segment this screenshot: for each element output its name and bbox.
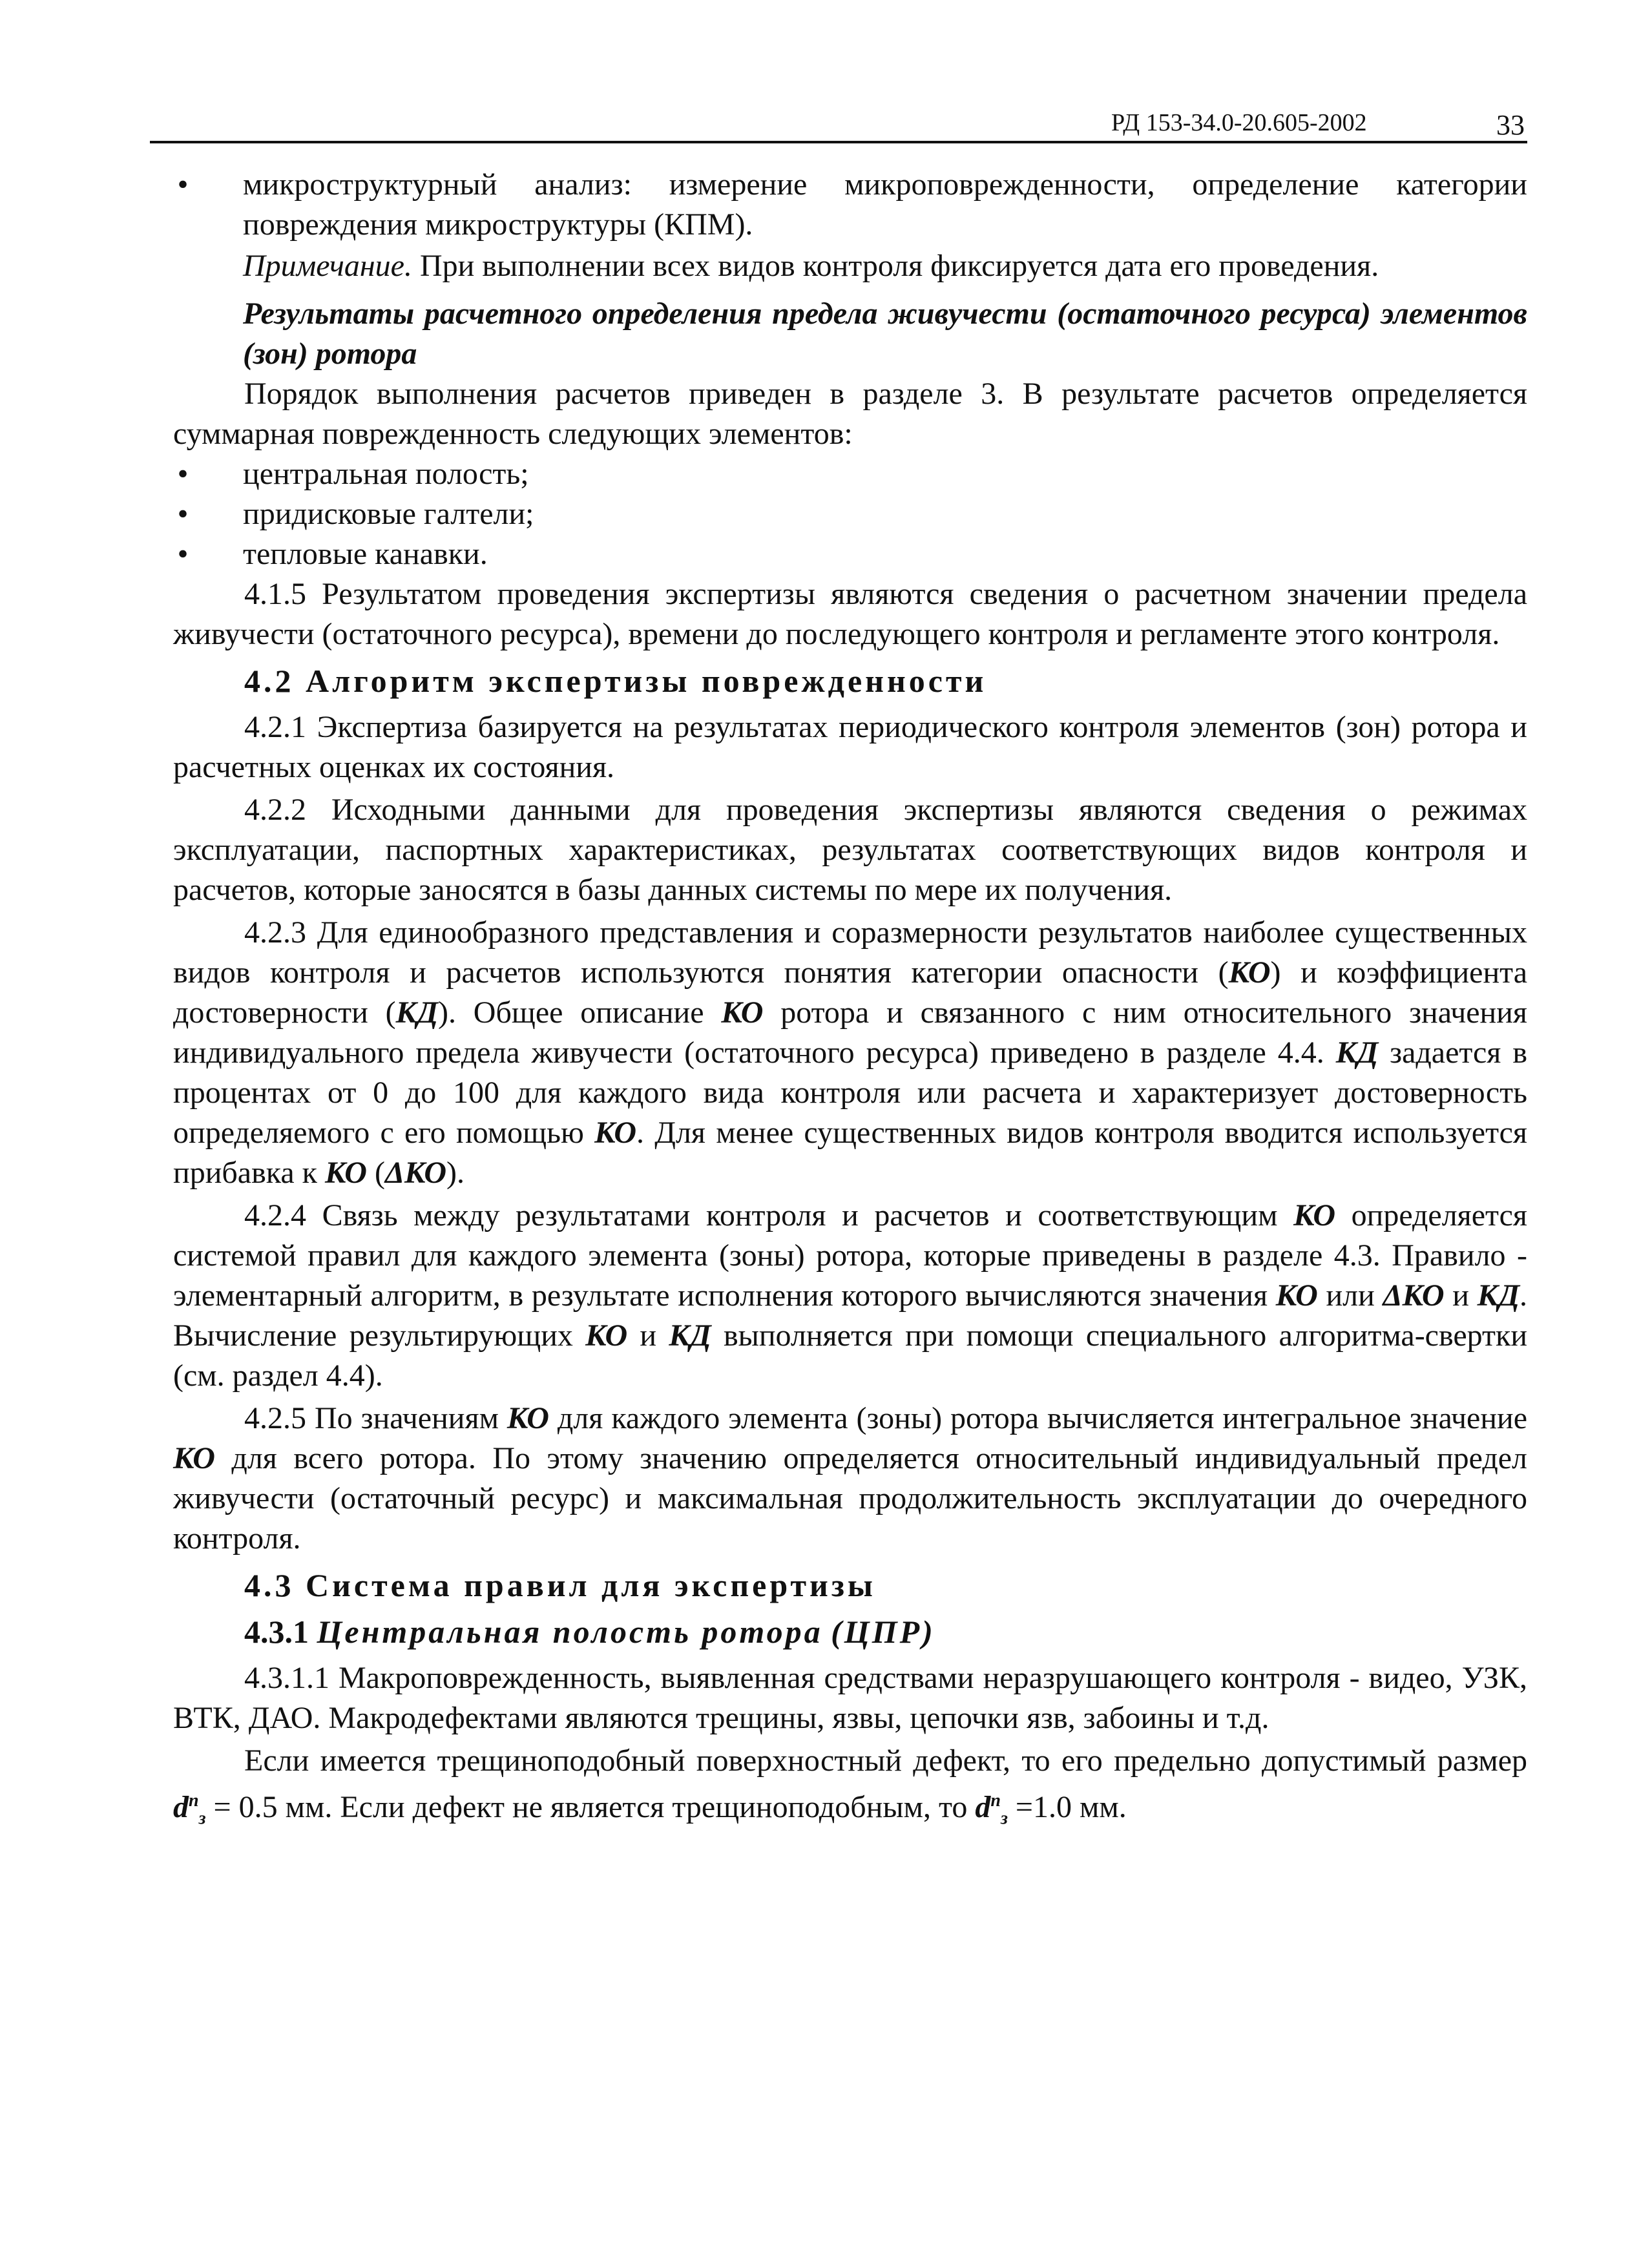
text-run: . Для менее существенных видов контроля вводится используется прибавка к bbox=[173, 1116, 1528, 1190]
list-item-text: придисковые галтели; bbox=[243, 497, 534, 531]
bullet-icon: • bbox=[177, 497, 189, 531]
document-code: РД 153-34.0-20.605-2002 bbox=[1111, 109, 1367, 136]
term-ko: КО bbox=[721, 995, 764, 1030]
formula-symbol: d bbox=[975, 1790, 991, 1824]
bullet-microstructure bbox=[173, 165, 1527, 245]
paragraph-4-2-3 bbox=[173, 913, 1527, 1193]
document-body bbox=[173, 165, 1527, 1839]
term-ko: КО bbox=[1275, 1278, 1318, 1313]
list-item bbox=[173, 494, 1527, 534]
list-item bbox=[173, 454, 1527, 494]
formula-superscript: п bbox=[189, 1791, 199, 1811]
text-run: 4.2.3 Для единообразного представления и соразмерности результатов наиболее существенных видов контроля и расчетов используются понятия категории опасности ( bbox=[173, 915, 1527, 990]
bullet-icon: • bbox=[177, 167, 189, 202]
term-ko: КО bbox=[585, 1318, 628, 1353]
text-run: определяется системой правил для каждого элемента (зоны) ротора, которые приведены в разделе 4.3. Правило - элементарный алгоритм, в результате исполнения которого вычисляются значения bbox=[173, 1198, 1527, 1313]
text-run: выполняется при помощи специального алгоритма-свертки (см. раздел 4.4). bbox=[173, 1318, 1528, 1393]
bullet-icon: • bbox=[177, 537, 189, 571]
text-run: задается в процентах от 0 до 100 для каждого вида контроля или расчета и характеризует достоверность определяемого с его помощью bbox=[173, 1035, 1528, 1150]
term-ko: КО bbox=[1228, 955, 1271, 990]
paragraph-4-1-5: 4.1.5 Результатом проведения экспертизы являются сведения о расчетном значении предела живучести (остаточного ресурса), времени до последующего контроля и регламенте этого контроля. bbox=[173, 577, 1527, 651]
term-ko: КО bbox=[1293, 1198, 1336, 1233]
calc-order-paragraph: Порядок выполнения расчетов приведен в разделе 3. В результате расчетов определяется суммарная поврежденность следующих элементов: bbox=[173, 377, 1527, 451]
text-run: ) и коэффициента достоверности ( bbox=[173, 955, 1527, 1030]
section-title: Центральная полость ротора bbox=[317, 1614, 823, 1650]
note-paragraph bbox=[173, 246, 1527, 286]
header-rule bbox=[150, 141, 1527, 143]
term-kd: КД bbox=[1335, 1035, 1379, 1070]
paragraph-4-2-2: 4.2.2 Исходными данными для проведения экспертизы являются сведения о режимах эксплуатации, паспортных характеристиках, результатах соответствующих видов контроля и расчетов, которые заносятся в базы данных системы по мере их получения. bbox=[173, 793, 1527, 907]
text-run: ( bbox=[366, 1156, 385, 1190]
section-heading-4-2: 4.2 Алгоритм экспертизы поврежденности bbox=[244, 663, 987, 699]
text-run: и bbox=[627, 1318, 669, 1353]
text-run: для всего ротора. По этому значению определяется относительный индивидуальный предел живучести (остаточный ресурс) и максимальная продолжительность эксплуатации до очередного контроля. bbox=[173, 1441, 1527, 1555]
term-kd: КД bbox=[395, 995, 438, 1030]
term-ko: КО bbox=[324, 1156, 367, 1190]
bullet-icon: • bbox=[177, 457, 189, 491]
text-run: ). Общее описание bbox=[437, 995, 722, 1030]
text-run: ротора и связанного с ним относительного значения индивидуального предела живучести (остаточного ресурса) приведено в разделе 4.4. bbox=[173, 995, 1528, 1070]
text-run: Если имеется трещиноподобный поверхностный дефект, то его предельно допустимый размер bbox=[244, 1743, 1527, 1778]
text-run: = 0.5 мм. Если дефект не является трещиноподобным, то bbox=[205, 1790, 976, 1824]
formula-d-limit bbox=[173, 1790, 206, 1829]
results-heading: Результаты расчетного определения предела живучести (остаточного ресурса) элементов (зон) ротора bbox=[243, 297, 1527, 371]
paragraph-4-2-4 bbox=[173, 1196, 1527, 1396]
paragraph-4-3-1-1: 4.3.1.1 Макроповрежденность, выявленная средствами неразрушающего контроля - видео, УЗК, ВТК, ДАО. Макродефектами являются трещины, язвы, цепочки язв, забоины и т.д. bbox=[173, 1661, 1527, 1735]
paragraph-4-2-5 bbox=[173, 1399, 1527, 1559]
formula-subscript: з bbox=[1000, 1808, 1008, 1829]
term-ko: КО bbox=[594, 1116, 637, 1150]
text-run: 4.2.5 По значениям bbox=[244, 1401, 507, 1435]
term-delta-ko: ΔКО bbox=[384, 1156, 446, 1190]
list-item-text: тепловые канавки. bbox=[243, 537, 488, 571]
list-item-text: центральная полость; bbox=[243, 457, 529, 491]
text-run: или bbox=[1317, 1278, 1383, 1313]
text-run: . Вычисление результирующих bbox=[173, 1278, 1528, 1353]
note-text: При выполнении всех видов контроля фиксируется дата его проведения. bbox=[412, 249, 1379, 283]
page-number: 33 bbox=[1496, 109, 1525, 141]
paragraph-defect-size bbox=[173, 1741, 1527, 1839]
term-kd: КД bbox=[669, 1318, 711, 1353]
formula-symbol: d bbox=[173, 1790, 189, 1824]
text-run: для каждого элемента (зоны) ротора вычисляется интегральное значение bbox=[548, 1401, 1527, 1435]
paragraph-4-2-1: 4.2.1 Экспертиза базируется на результатах периодического контроля элементов (зон) ротора и расчетных оценках их состояния. bbox=[173, 710, 1527, 784]
bullet-text: микроструктурный анализ: измерение микроповрежденности, определение категории повреждения микроструктуры (КПМ). bbox=[243, 167, 1527, 242]
formula-superscript: п bbox=[990, 1791, 1001, 1811]
section-heading-4-3-1 bbox=[173, 1612, 1527, 1652]
list-item bbox=[173, 534, 1527, 574]
formula-d-limit bbox=[975, 1790, 1008, 1829]
section-heading-4-3: 4.3 Система правил для экспертизы bbox=[244, 1567, 876, 1603]
text-run: 4.2.4 Связь между результатами контроля и расчетов и соответствующим bbox=[244, 1198, 1294, 1233]
text-run: =1.0 мм. bbox=[1007, 1790, 1127, 1824]
term-ko: КО bbox=[173, 1441, 215, 1475]
term-kd: КД bbox=[1477, 1278, 1520, 1313]
text-run: и bbox=[1444, 1278, 1478, 1313]
text-run: ). bbox=[446, 1156, 465, 1190]
formula-subscript: з bbox=[198, 1808, 206, 1829]
section-number: 4.3.1 bbox=[244, 1614, 317, 1650]
section-abbr: (ЦПР) bbox=[831, 1614, 935, 1650]
term-delta-ko: ΔКО bbox=[1383, 1278, 1445, 1313]
term-ko: КО bbox=[506, 1401, 549, 1435]
note-label: Примечание. bbox=[243, 249, 412, 283]
